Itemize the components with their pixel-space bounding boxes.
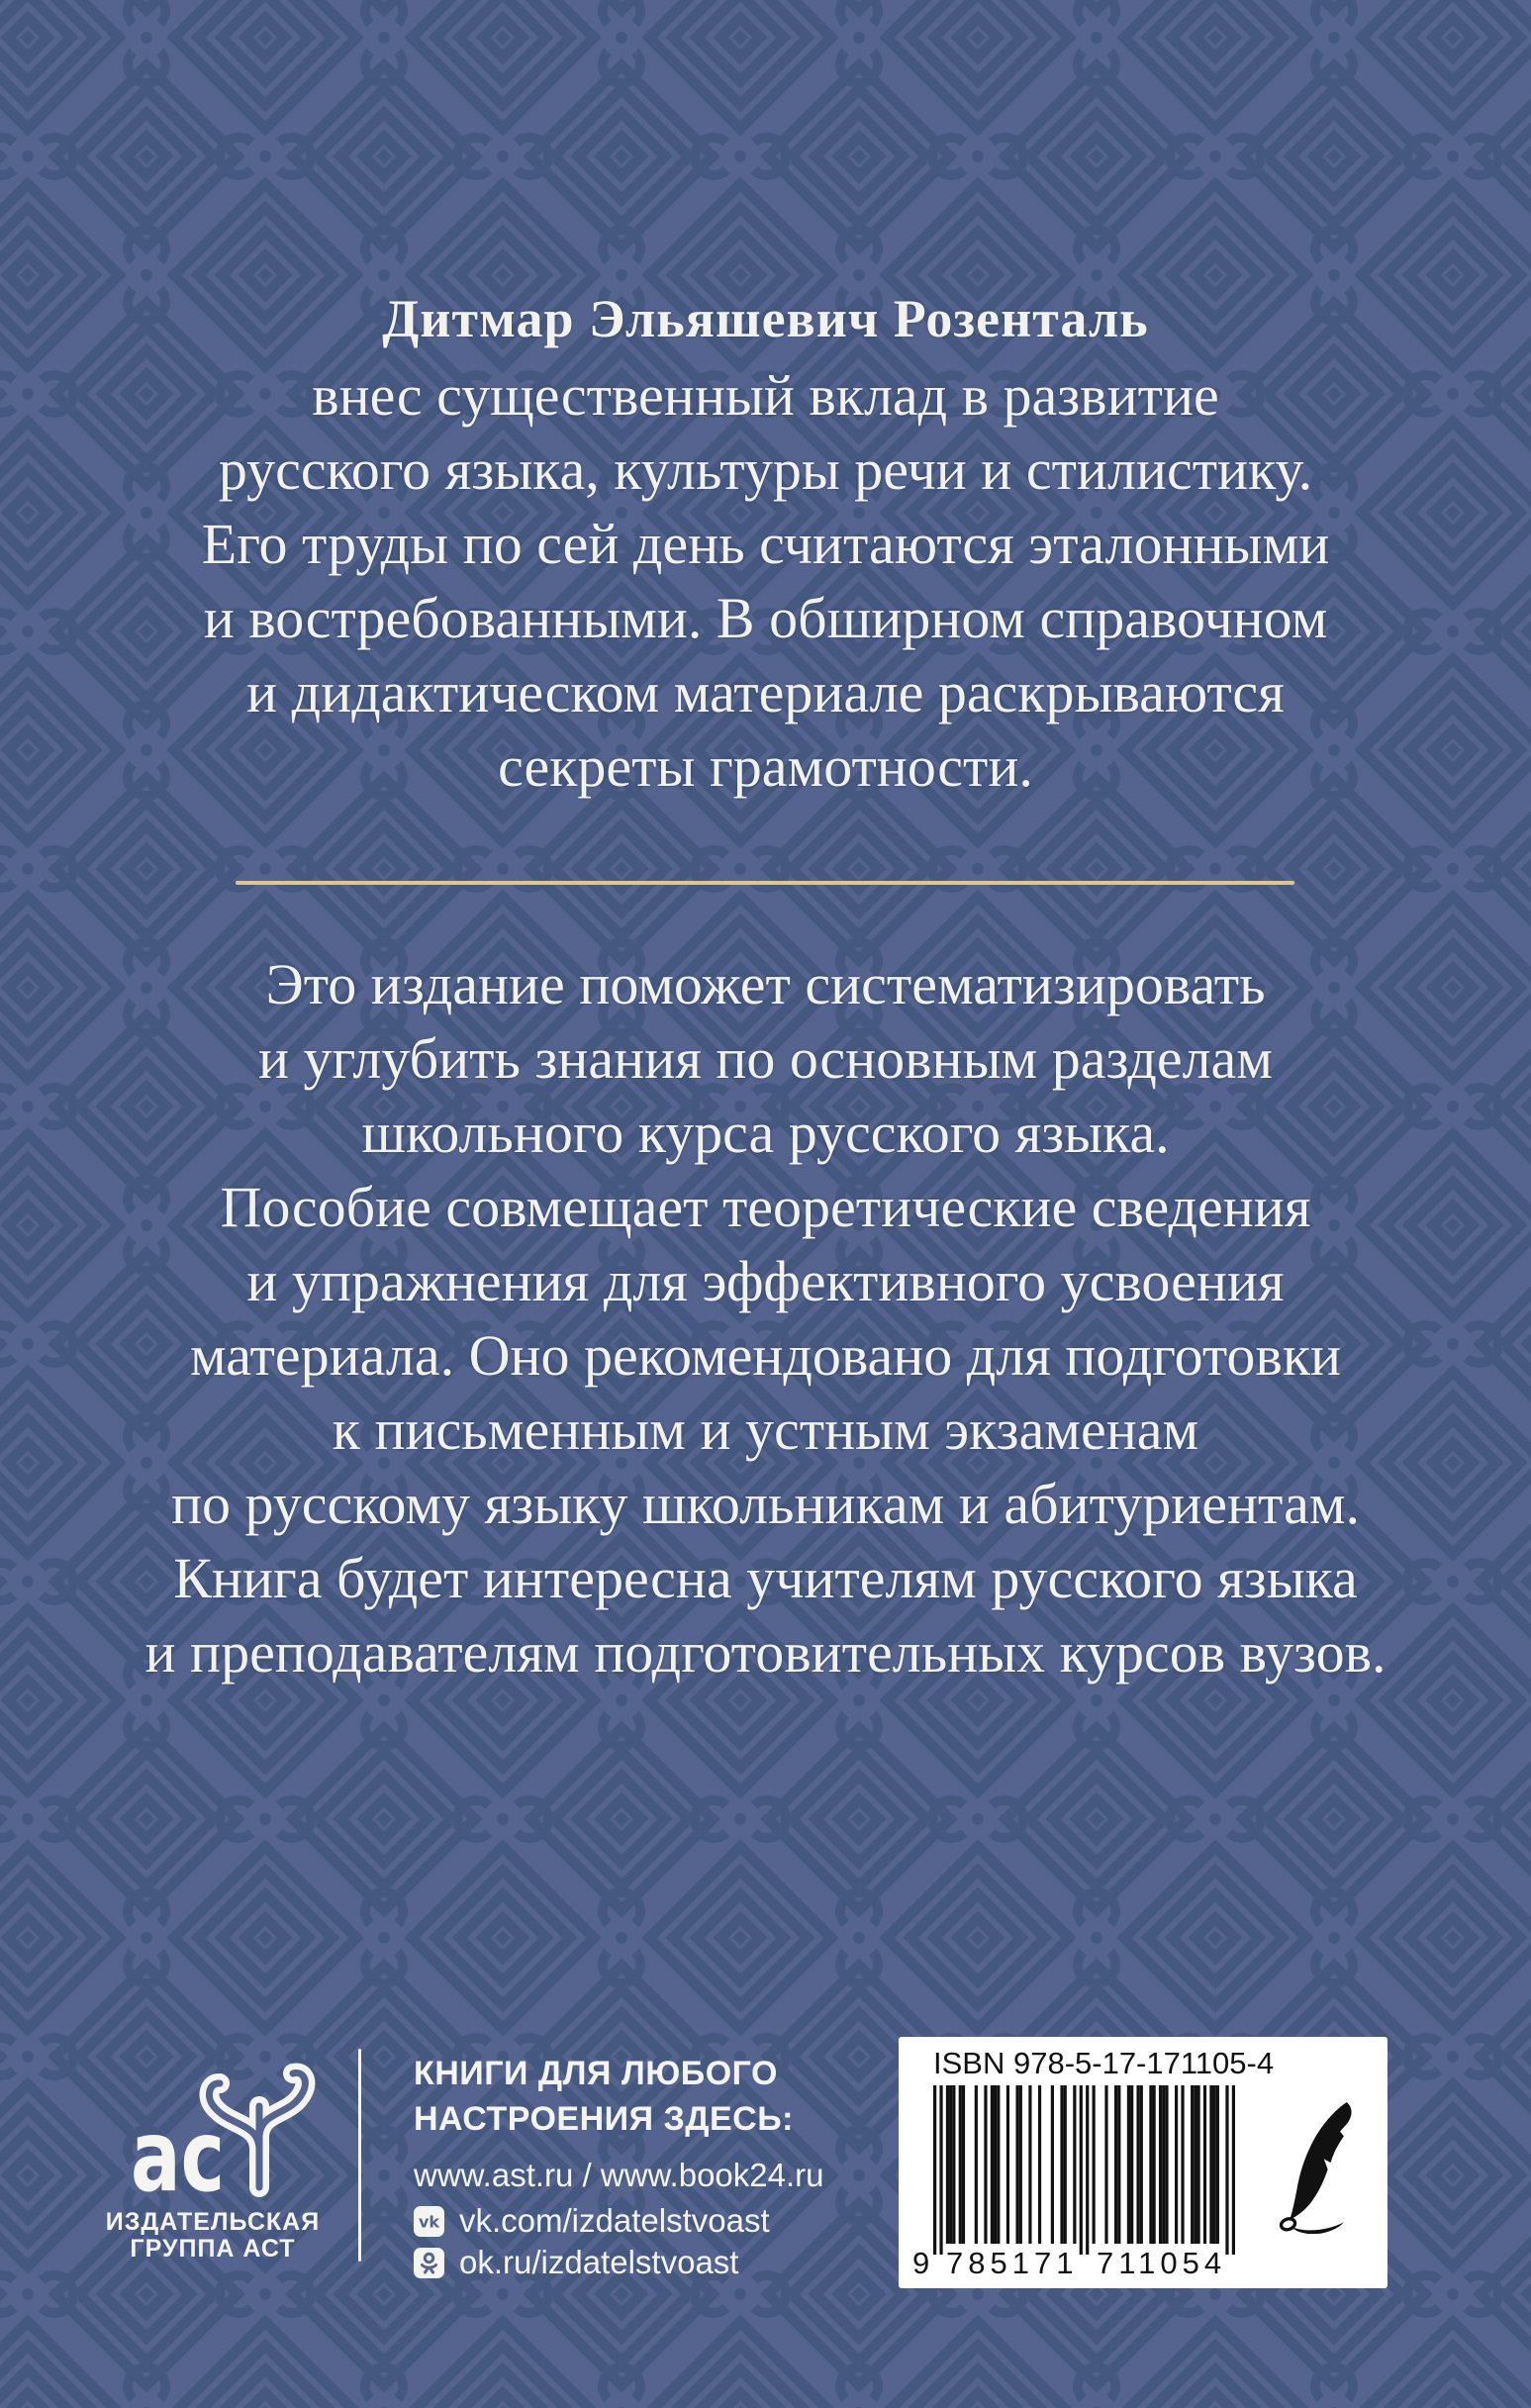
isbn-number: ISBN 978-5-17-171105-4	[933, 2046, 1275, 2080]
ast-feather-icon	[1278, 2099, 1363, 2234]
publisher-name-line1: ИЗДАТЕЛЬСКАЯ	[105, 2208, 321, 2236]
intro-line: и востребованными. В обширном справочном	[203, 586, 1328, 650]
annotation-line: и углубить знания по основным разделам	[258, 1026, 1273, 1091]
ok-url: ok.ru/izdatelstvoast	[459, 2244, 739, 2280]
annotation-line: Это издание поможет систематизировать	[265, 952, 1266, 1016]
barcode-panel	[899, 2037, 1387, 2288]
annotation-line: материала. Оно рекомендовано для подготовки	[189, 1323, 1342, 1388]
ean13-barcode	[933, 2085, 1235, 2255]
ast-publisher-logo	[119, 2051, 317, 2197]
publisher-name	[99, 2209, 327, 2263]
promo-block	[414, 2051, 824, 2278]
gold-divider-line	[236, 881, 1294, 885]
intro-line: внес существенный вклад в развитие	[312, 363, 1219, 428]
intro-line: секреты грамотности.	[498, 734, 1033, 799]
annotation-line: и упражнения для эффективного усвоения	[246, 1249, 1285, 1313]
annotation-line: к письменным и устным экзаменам	[332, 1397, 1199, 1462]
book-annotation-block	[0, 947, 1531, 1689]
ean-digit-group: 711054	[1097, 2246, 1227, 2280]
ok-row	[414, 2244, 824, 2280]
annotation-line: и преподавателям подготовительных курсов вузов.	[144, 1620, 1387, 1685]
vk-icon	[414, 2206, 444, 2237]
annotation-line: школьного курса русского языка.	[361, 1101, 1170, 1165]
publisher-websites: www.ast.ru / www.book24.ru	[414, 2157, 824, 2193]
ean-digit-group: 9	[912, 2246, 930, 2280]
publisher-name-line2: ГРУППА АСТ	[130, 2235, 296, 2263]
intro-line: русского языка, культуры речи и стилистику.	[218, 437, 1313, 502]
annotation-line: по русскому языку школьникам и абитуриентам.	[170, 1472, 1361, 1536]
vk-row	[414, 2202, 824, 2239]
vk-url: vk.com/izdatelstvoast	[459, 2202, 770, 2239]
svg-text:vk: vk	[418, 2212, 440, 2231]
annotation-line: Пособие совмещает теоретические сведения	[220, 1175, 1311, 1239]
annotation-line: Книга будет интересна учителям русского языка	[173, 1546, 1358, 1610]
ean-digit-group: 785171	[946, 2246, 1079, 2280]
ok-icon	[414, 2248, 444, 2278]
promo-heading-line2: НАСТРОЕНИЯ ЗДЕСЬ:	[414, 2100, 794, 2138]
intro-line: и дидактическом материале раскрываются	[246, 660, 1285, 724]
author-intro-block	[0, 284, 1531, 804]
intro-line: Его труды по сей день считаются эталонными	[201, 512, 1330, 576]
ast-logo-letters: ас	[131, 2098, 225, 2197]
author-name-title: Дитмар Эльяшевич Розенталь	[382, 289, 1149, 348]
promo-heading-line1: КНИГИ ДЛЯ ЛЮБОГО	[414, 2055, 778, 2092]
footer-vertical-divider	[358, 2049, 361, 2262]
